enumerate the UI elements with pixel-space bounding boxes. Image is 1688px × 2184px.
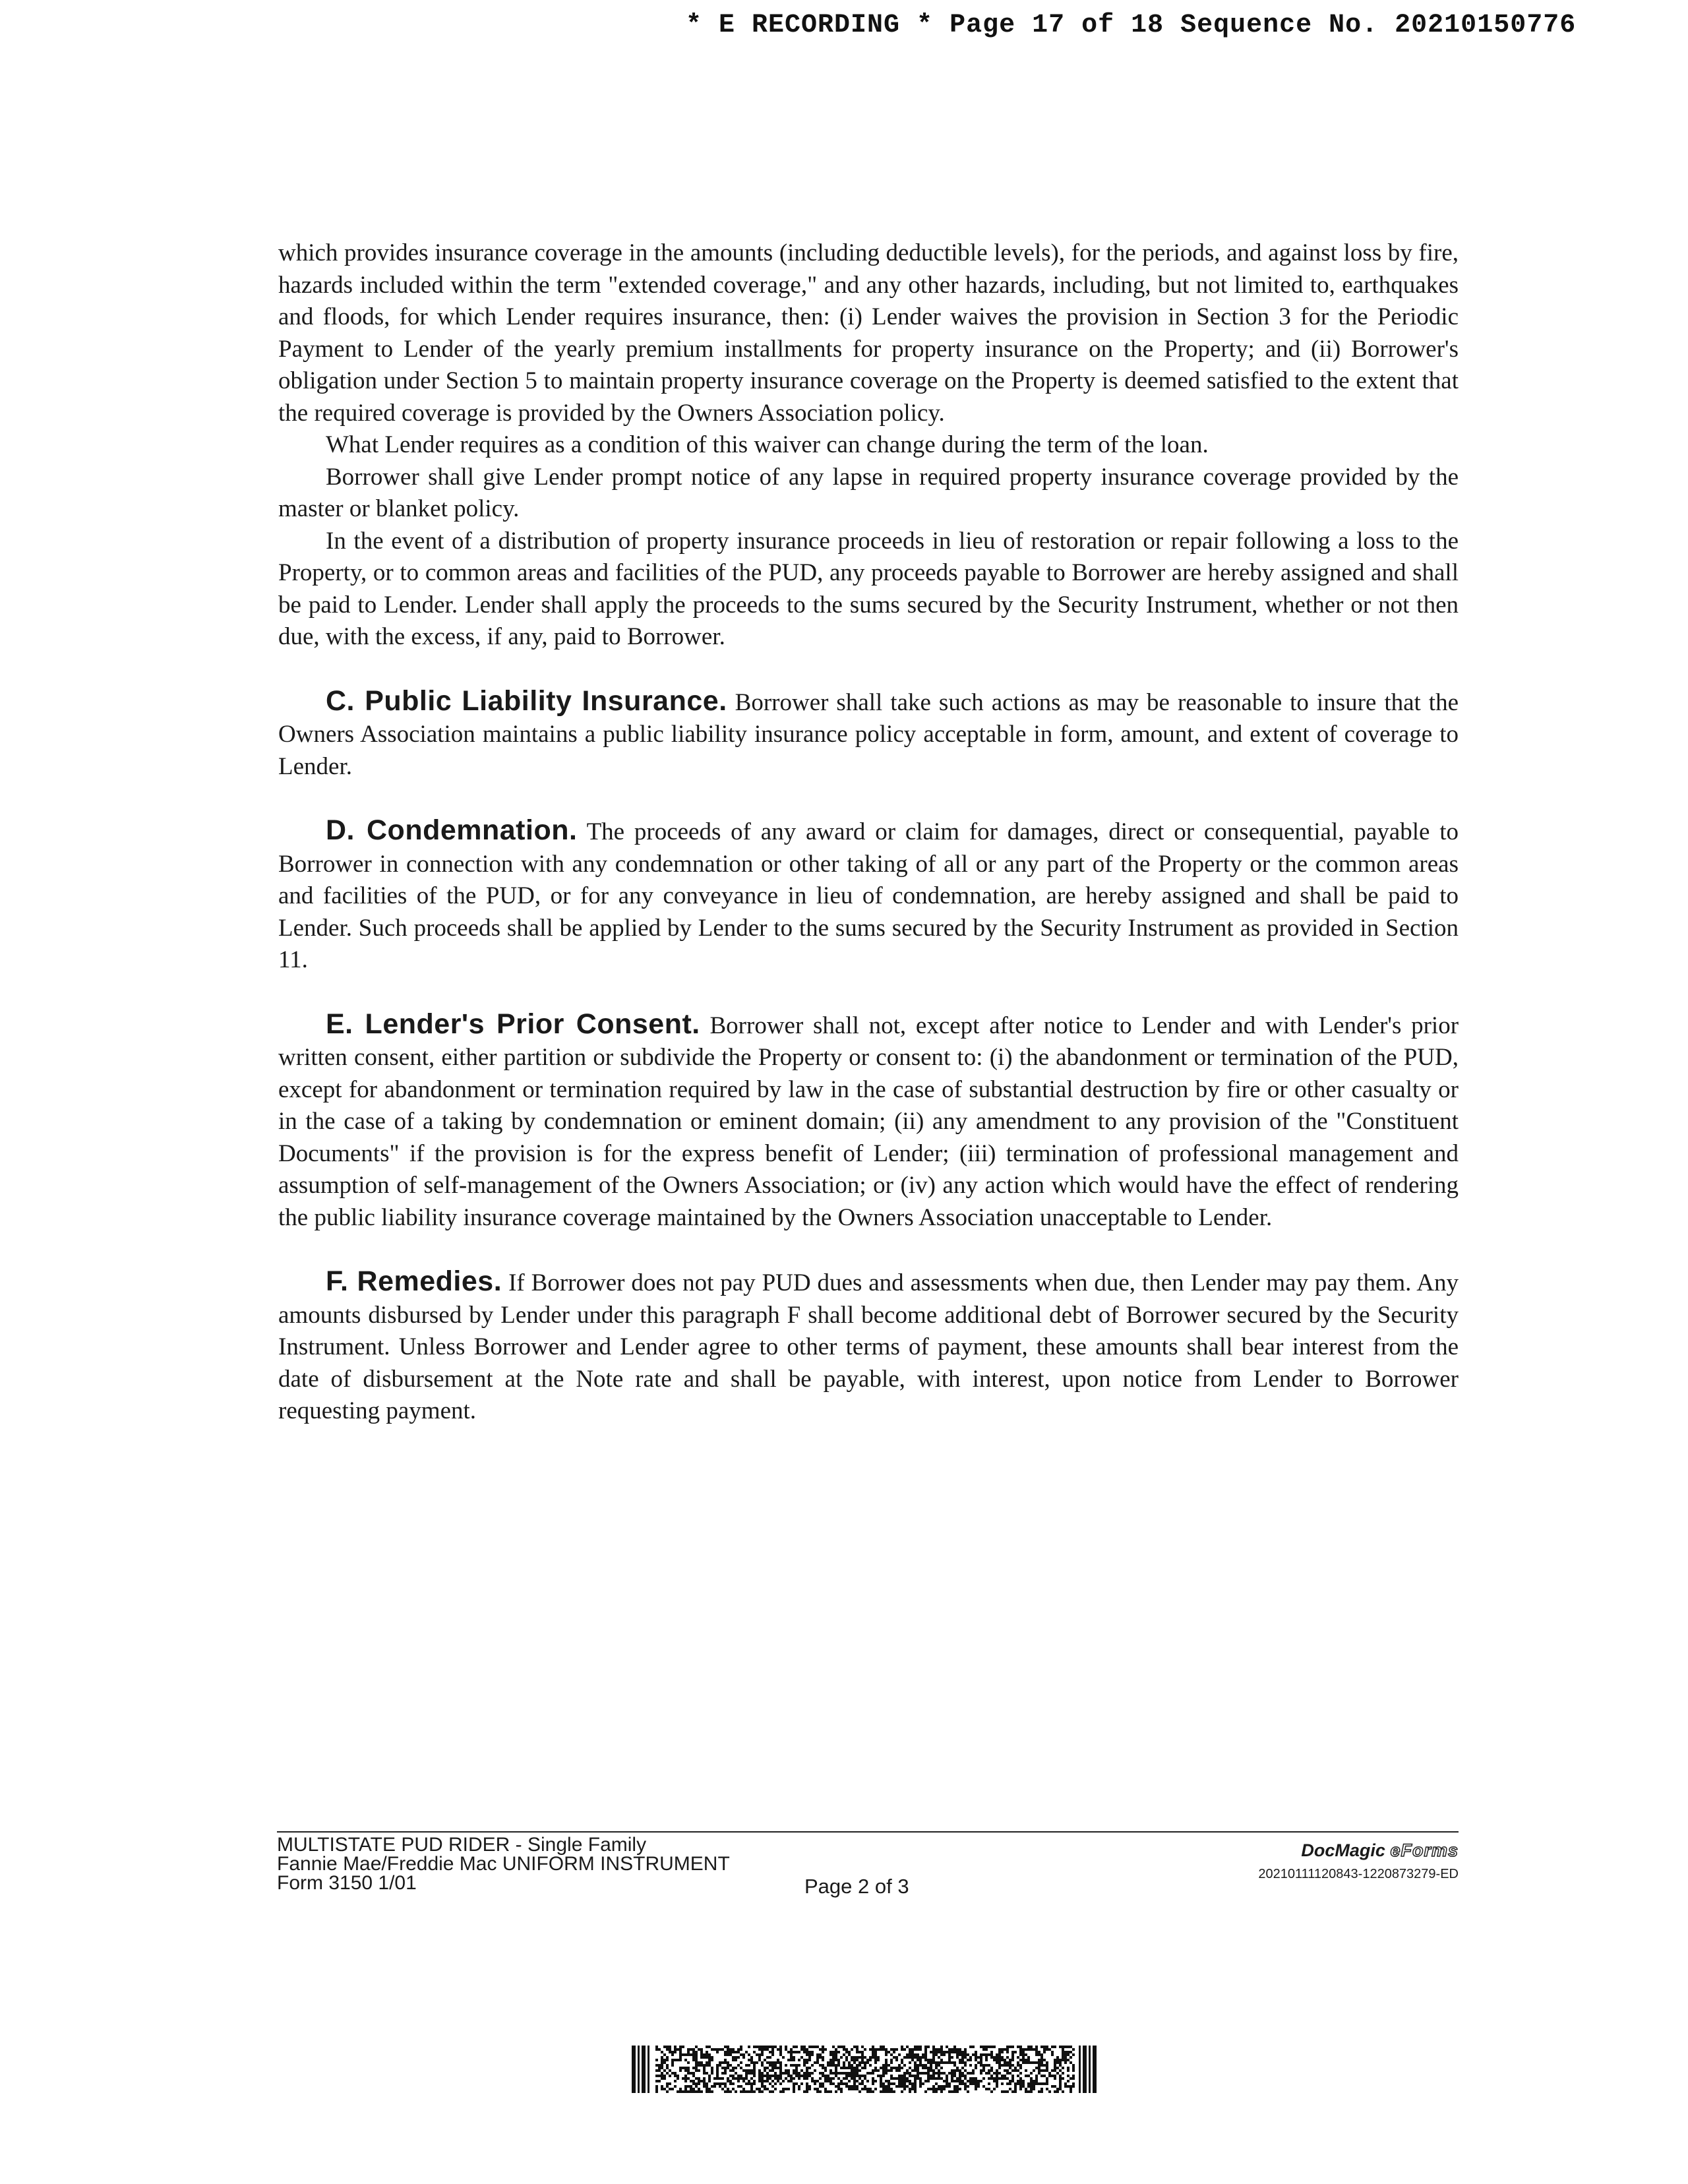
- page-number: Page 2 of 3: [804, 1875, 909, 1898]
- section-condemnation: [278, 814, 1459, 977]
- form-identification: [277, 1835, 730, 1893]
- waiver-paragraph: What Lender requires as a condition of this waiver can change during the term of the loan.: [326, 431, 1209, 458]
- section-public-liability: [278, 685, 1459, 783]
- distribution-paragraph: In the event of a distribution of property insurance proceeds in lieu of restoration or repair following a loss to the Property, or to common areas and facilities of the PUD, any proceeds payable to Borrower are hereby assigned and shall be paid to Lender. Lender shall apply the proceeds to the sums secured by the Security Instrument, whether or not then due, with the excess, if any, paid to Borrower.: [278, 527, 1459, 650]
- section-text: The proceeds of any award or claim for damages, direct or consequential, payable to Borrower in connection with any condemnation or other taking of all or any part of the Property or the common areas and facilities of the PUD, or for any conveyance in lieu of condemnation, are hereby assigned and shall be paid to Lender. Such proceeds shall be applied by Lender to the sums secured by the Security Instrument as provided in Section 11.: [278, 818, 1459, 973]
- form-line-2: Fannie Mae/Freddie Mac UNIFORM INSTRUMENT: [277, 1853, 730, 1875]
- notice-paragraph: Borrower shall give Lender prompt notice of any lapse in required property insurance coverage provided by the master or blanket policy.: [278, 463, 1459, 522]
- form-line-3: Form 3150 1/01: [277, 1872, 417, 1894]
- brand-suffix: eForms: [1390, 1840, 1459, 1860]
- brand-name: DocMagic: [1301, 1840, 1385, 1860]
- form-footer: [277, 1831, 1459, 1898]
- document-id: 20210111120843-1220873279-ED: [1258, 1867, 1459, 1881]
- intro-paragraph: which provides insurance coverage in the amounts (including deductible levels), for the periods, and against loss by fire, hazards included within the term "extended coverage," and any other hazards, including, but not limited to, earthquakes and floods, for which Lender requires insurance, then: (i) Lender waives the provision in Section 3 for the Periodic Payment to Lender of the yearly premium installments for property insurance on the Property; and (ii) Borrower's obligation under Section 5 to maintain property insurance coverage on the Property is deemed satisfied to the extent that the required coverage is provided by the Owners Association policy.: [278, 239, 1459, 427]
- section-text: Borrower shall take such actions as may be reasonable to insure that the Owners Association maintains a public liability insurance policy acceptable in form, amount, and extent of coverage to Lender.: [278, 688, 1459, 780]
- section-text: If Borrower does not pay PUD dues and assessments when due, then Lender may pay them. Any amounts disbursed by Lender under this paragraph F shall become additional debt of Borrower secured by the Security Instrument. Unless Borrower and Lender agree to other terms of payment, these amounts shall bear interest from the date of disbursement at the Note rate and shall be payable, with interest, upon notice from Lender to Borrower requesting payment.: [278, 1269, 1459, 1424]
- section-prior-consent: [278, 1008, 1459, 1234]
- form-line-1: MULTISTATE PUD RIDER - Single Family: [277, 1834, 647, 1856]
- section-heading: E. Lender's Prior Consent.: [326, 1008, 700, 1040]
- document-body: [278, 237, 1459, 1428]
- docmagic-logo: [1301, 1840, 1459, 1861]
- section-remedies: [278, 1265, 1459, 1428]
- recording-stamp: * E RECORDING * Page 17 of 18 Sequence No. 20210150776: [686, 11, 1577, 40]
- barcode-image: [632, 2046, 1099, 2093]
- section-text: Borrower shall not, except after notice to Lender and with Lender's prior written consent, either partition or subdivide the Property or consent to: (i) the abandonment or termination of the PUD, except for abandonment or termination required by law in the case of substantial destruction by fire or other casualty or in the case of a taking by condemnation or eminent domain; (ii) any amendment to any provision of the "Constituent Documents" if the provision is for the express benefit of Lender; (iii) termination of professional management and assumption of self-management of the Owners Association; or (iv) any action which would have the effect of rendering the public liability insurance coverage maintained by the Owners Association unacceptable to Lender.: [278, 1012, 1459, 1231]
- section-heading: F. Remedies.: [326, 1265, 502, 1297]
- section-heading: C. Public Liability Insurance.: [326, 684, 727, 717]
- section-heading: D. Condemnation.: [326, 814, 578, 846]
